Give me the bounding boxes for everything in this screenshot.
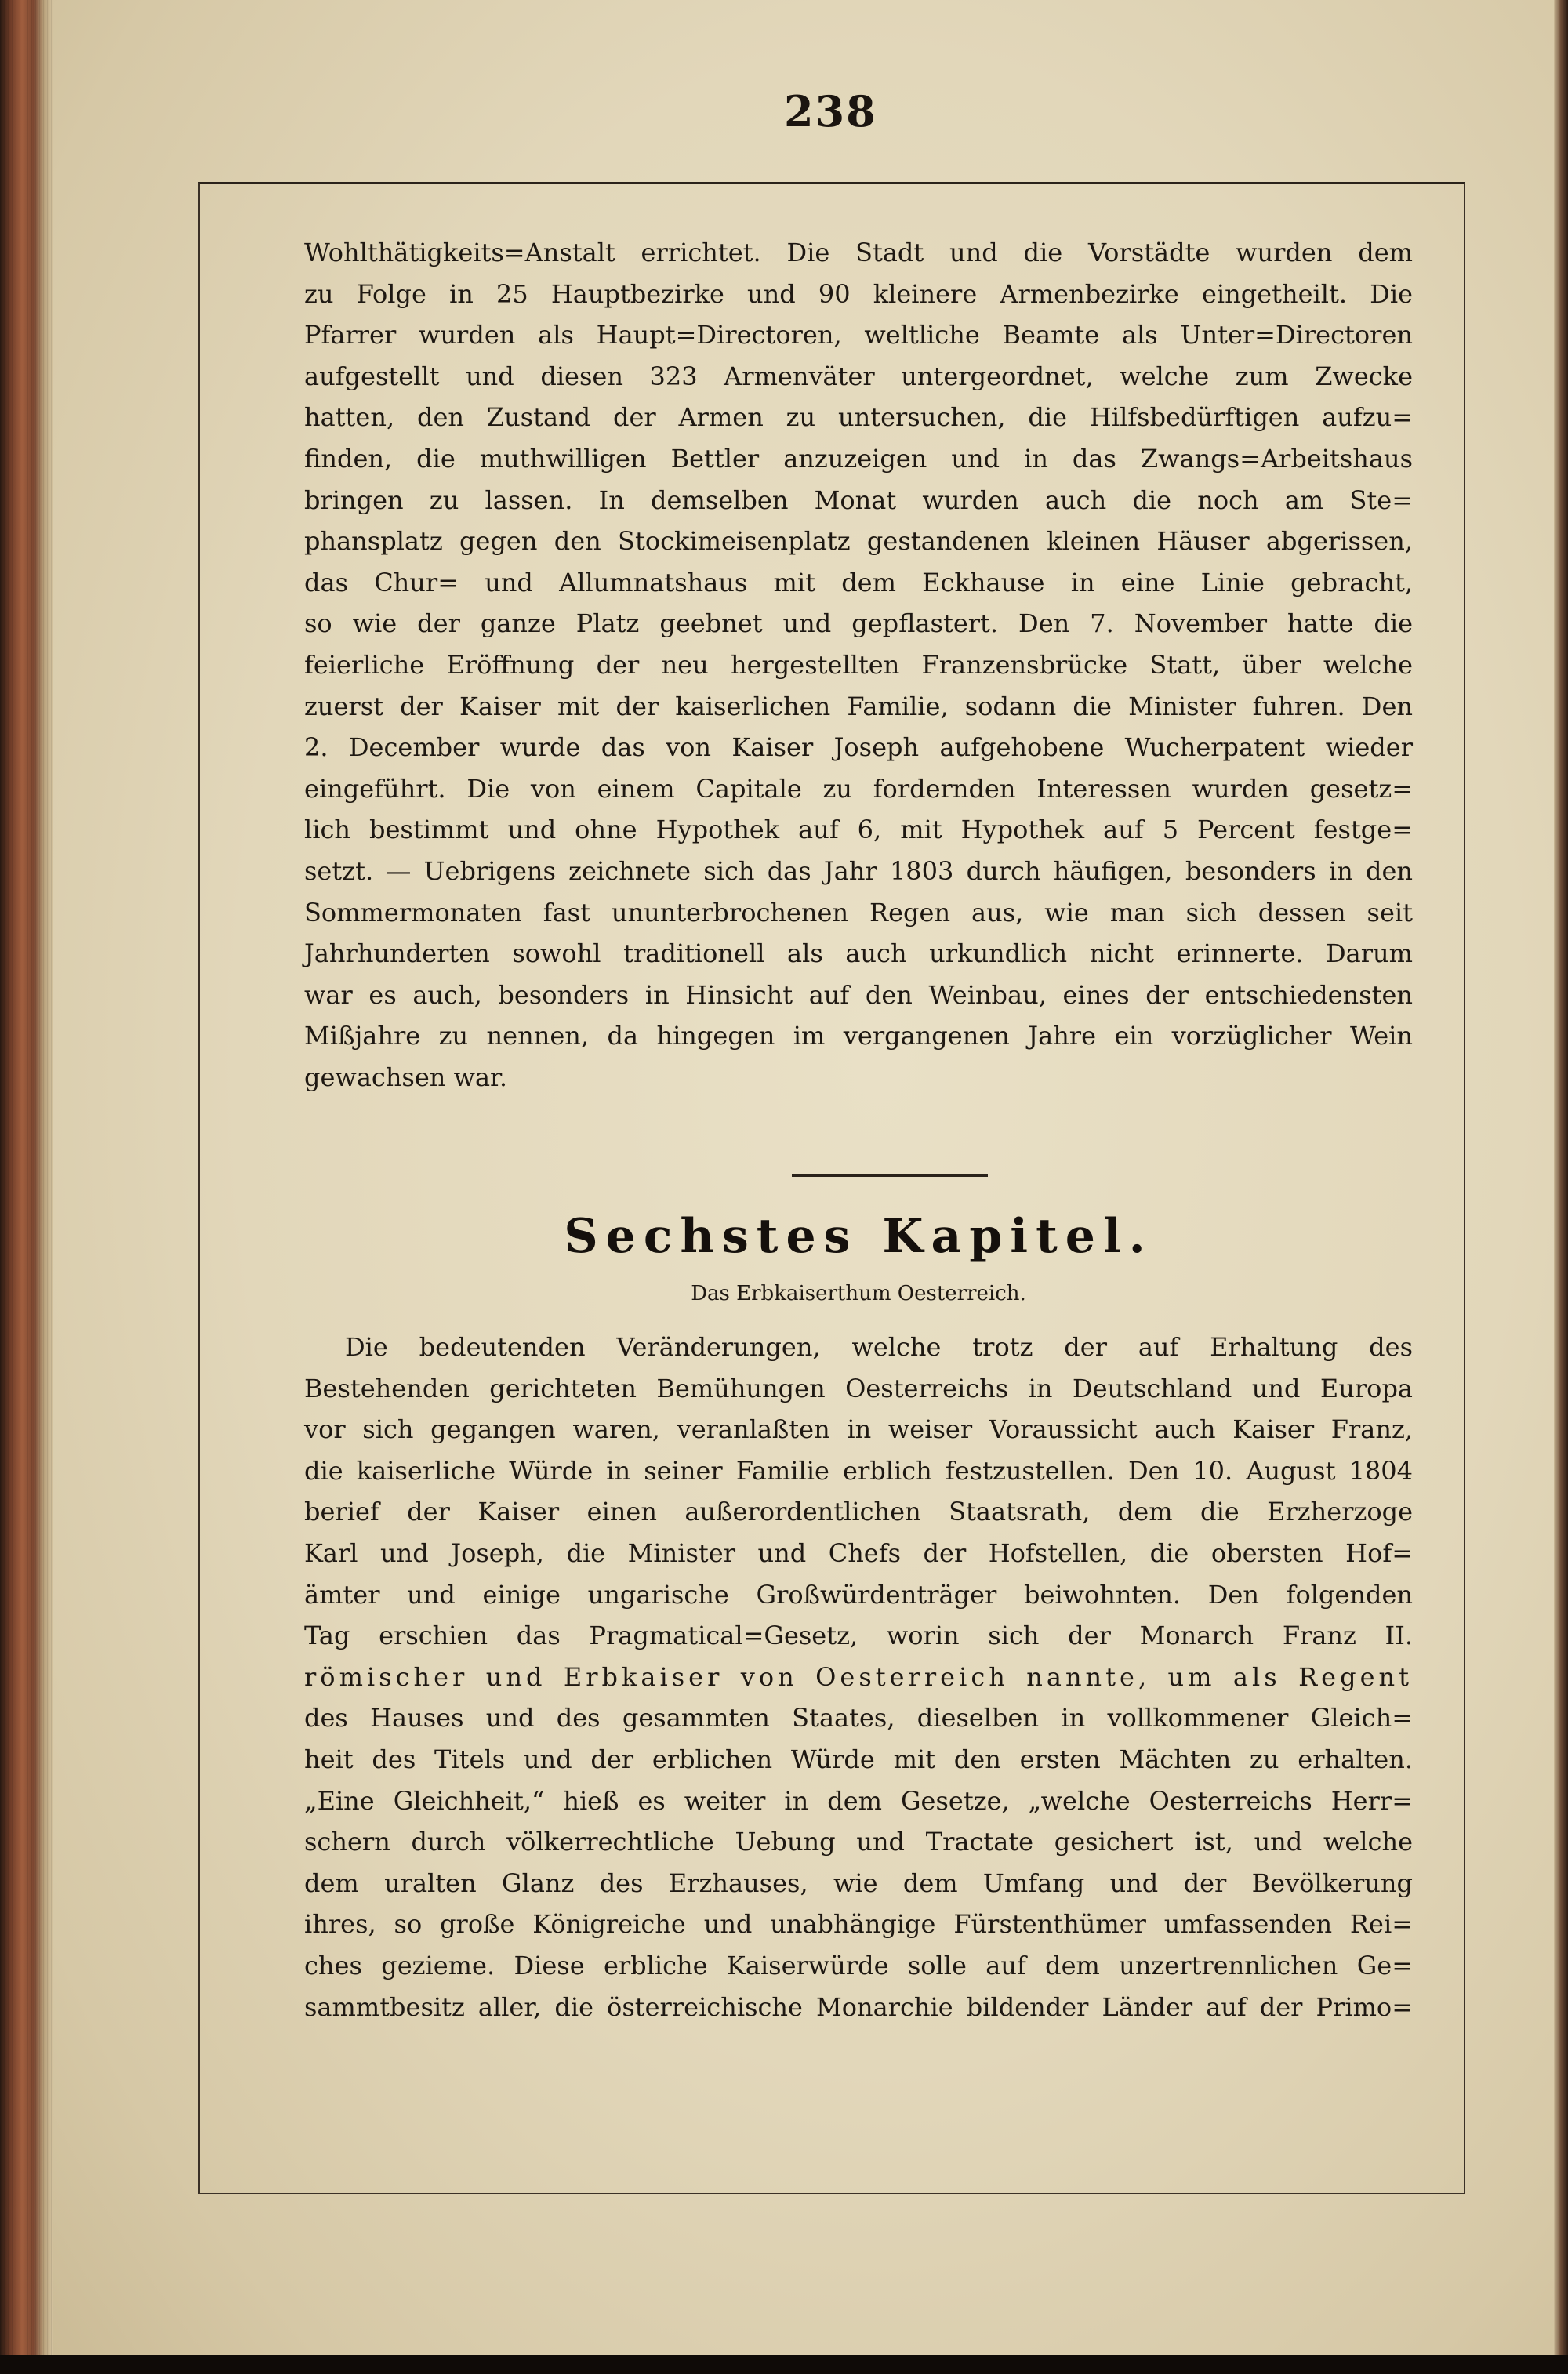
text-line: das Chur= und Allumnatshaus mit dem Eckhause in eine Linie gebracht, xyxy=(304,567,1413,597)
text-line: schern durch völkerrechtliche Uebung und Tractate gesichert ist, und welche xyxy=(304,1827,1413,1857)
page-bottom-edge xyxy=(0,2355,1568,2374)
text-line: Wohlthätigkeits=Anstalt errichtet. Die Stadt und die Vorstädte wurden dem xyxy=(304,238,1413,267)
text-line: Bestehenden gerichteten Bemühungen Oesterreichs in Deutschland und Europa xyxy=(304,1373,1413,1403)
text-line: heit des Titels und der erblichen Würde mit den ersten Mächten zu erhalten. xyxy=(304,1744,1413,1774)
text-line: phansplatz gegen den Stockimeisenplatz gestandenen kleinen Häuser abgerissen, xyxy=(304,526,1413,557)
book-spine-edge xyxy=(0,0,55,2374)
page-number: 238 xyxy=(784,86,877,136)
text-line: Tag erschien das Pragmatical=Gesetz, worin sich der Monarch Franz II. xyxy=(304,1621,1413,1651)
text-line: die kaiserliche Würde in seiner Familie erblich festzustellen. Den 10. August 1804 xyxy=(304,1455,1413,1486)
text-line: Karl und Joseph, die Minister und Chefs der Hofstellen, die obersten Hof= xyxy=(304,1537,1413,1568)
text-line: römischer und Erbkaiser von Oesterreich nannte, um als Regent xyxy=(304,1661,1413,1692)
text-line: feierliche Eröffnung der neu hergestellten Franzensbrücke Statt, über welche xyxy=(304,649,1413,680)
paragraph-bottom xyxy=(304,1327,1413,2027)
text-line: bringen zu lassen. In demselben Monat wurden auch die noch am Ste= xyxy=(304,485,1413,515)
text-line: zu Folge in 25 Hauptbezirke und 90 kleinere Armenbezirke eingetheilt. Die xyxy=(304,278,1413,309)
text-line: setzt. — Uebrigens zeichnete sich das Jahr 1803 durch häufigen, besonders in den xyxy=(304,855,1413,886)
text-line: „Eine Gleichheit,“ hieß es weiter in dem Gesetze, „welche Oesterreichs Herr= xyxy=(304,1785,1413,1816)
text-line: Mißjahre zu nennen, da hingegen im vergangenen Jahre ein vorzüglicher Wein xyxy=(304,1021,1413,1051)
text-line: Jahrhunderten sowohl traditionell als auch urkundlich nicht erinnerte. Darum xyxy=(304,938,1413,969)
text-line: war es auch, besonders in Hinsicht auf den Weinbau, eines der entschiedensten xyxy=(304,979,1413,1010)
text-line: ämter und einige ungarische Großwürdenträger beiwohnten. Den folgenden xyxy=(304,1579,1413,1610)
text-line: zuerst der Kaiser mit der kaiserlichen Familie, sodann die Minister fuhren. Den xyxy=(304,691,1413,721)
text-line: dem uralten Glanz des Erzhauses, wie dem Umfang und der Bevölkerung xyxy=(304,1868,1413,1898)
chapter-title: Sechstes Kapitel. xyxy=(564,1209,1153,1264)
text-line: finden, die muthwilligen Bettler anzuzeigen und in das Zwangs=Arbeitshaus xyxy=(304,443,1413,474)
text-line: eingeführt. Die von einem Capitale zu fordernden Interessen wurden gesetz= xyxy=(304,773,1413,804)
text-line: Die bedeutenden Veränderungen, welche trotz der auf Erhaltung des xyxy=(345,1332,1413,1362)
text-line: lich bestimmt und ohne Hypothek auf 6, mit Hypothek auf 5 Percent festge= xyxy=(304,815,1413,845)
paragraph-top xyxy=(304,232,1413,1098)
text-line: vor sich gegangen waren, veranlaßten in weiser Voraussicht auch Kaiser Franz, xyxy=(304,1414,1413,1445)
text-line: so wie der ganze Platz geebnet und gepflastert. Den 7. November hatte die xyxy=(304,608,1413,639)
text-line: sammtbesitz aller, die österreichische Monarchie bildender Länder auf der Primo= xyxy=(304,1991,1413,2022)
text-line: ches gezieme. Diese erbliche Kaiserwürde solle auf dem unzertrennlichen Ge= xyxy=(304,1950,1413,1980)
page-right-edge xyxy=(1554,0,1568,2374)
text-line: Sommermonaten fast ununterbrochenen Regen aus, wie man sich dessen seit xyxy=(304,897,1413,927)
text-line: gewachsen war. xyxy=(304,1062,507,1092)
section-divider-rule xyxy=(792,1174,988,1177)
text-line: berief der Kaiser einen außerordentlichen Staatsrath, dem die Erzherzoge xyxy=(304,1497,1413,1527)
text-block-top xyxy=(304,232,1413,1098)
text-line: aufgestellt und diesen 323 Armenväter untergeordnet, welche zum Zwecke xyxy=(304,361,1413,391)
text-block-bottom xyxy=(304,1327,1413,2027)
text-line: des Hauses und des gesammten Staates, dieselben in vollkommener Gleich= xyxy=(304,1703,1413,1733)
text-line: 2. December wurde das von Kaiser Joseph aufgehobene Wucherpatent wieder xyxy=(304,732,1413,763)
text-line: Pfarrer wurden als Haupt=Directoren, weltliche Beamte als Unter=Directoren xyxy=(304,320,1413,350)
text-line: hatten, den Zustand der Armen zu untersuchen, die Hilfsbedürftigen aufzu= xyxy=(304,402,1413,433)
text-line: ihres, so große Königreiche und unabhängige Fürstenthümer umfassenden Rei= xyxy=(304,1909,1413,1940)
chapter-subtitle: Das Erbkaiserthum Oesterreich. xyxy=(691,1282,1026,1305)
